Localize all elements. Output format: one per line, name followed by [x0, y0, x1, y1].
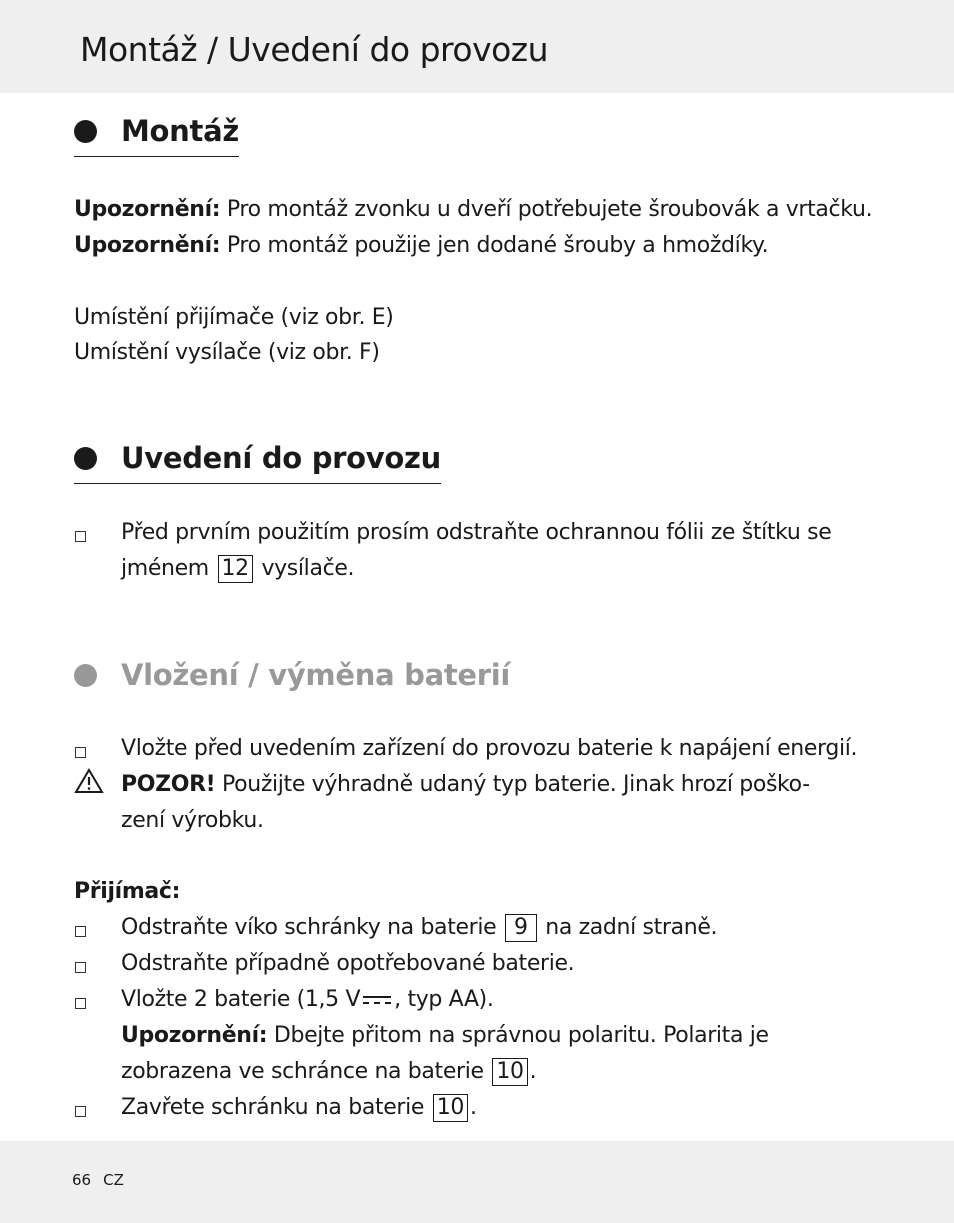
note-text: Pro montáž použije jen dodané šrouby a hmoždíky. — [220, 233, 769, 258]
part-number-ref: 10 — [433, 1094, 468, 1122]
note-line — [74, 228, 768, 264]
dc-current-icon — [362, 994, 392, 1006]
section-baterie — [74, 658, 510, 700]
step-text: Zavřete schránku na baterie 10 . — [121, 1095, 477, 1120]
note-label: Upozornění: — [121, 1023, 268, 1048]
step-text: Vložte před uvedením zařízení do provozu baterie k napájení energií. — [121, 736, 858, 761]
section-title: Uvedení do provozu — [121, 441, 441, 475]
warning-label: POZOR! — [121, 772, 216, 797]
step-text: Odstraňte víko schránky na baterie 9 na zadní straně. — [121, 915, 718, 940]
header-bar — [0, 0, 954, 93]
language-code: CZ — [103, 1171, 124, 1189]
step-text: Odstraňte případně opotřebované baterie. — [121, 951, 575, 976]
footer-bar — [0, 1141, 954, 1223]
subsection-title: Přijímač: — [74, 879, 181, 904]
step-text: Vložte 2 baterie (1,5 V , typ AA). — [121, 987, 494, 1012]
section-bullet-icon — [74, 447, 97, 470]
part-number-ref: 9 — [505, 914, 537, 942]
warning-line: zení výrobku. — [121, 808, 264, 833]
warning-line: POZOR! Použijte výhradně udaný typ baterie. Jinak hrozí poško- — [121, 772, 810, 797]
checkbox-bullet-icon — [75, 926, 86, 937]
checkbox-bullet-icon — [75, 531, 86, 542]
step-text: Před prvním použitím prosím odstraňte ochrannou fólii ze štítku se — [121, 520, 832, 545]
section-bullet-icon — [74, 120, 97, 143]
note-label: Upozornění: — [74, 233, 221, 258]
section-montaz — [74, 114, 239, 157]
transmitter-placement: Umístění vysílače (viz obr. F) — [74, 340, 380, 365]
section-uvedeni — [74, 441, 441, 484]
checkbox-bullet-icon — [75, 962, 86, 973]
warning-icon — [74, 768, 104, 794]
footer — [72, 1171, 136, 1189]
checkbox-bullet-icon — [75, 1106, 86, 1117]
checkbox-bullet-icon — [75, 747, 86, 758]
part-number-ref: 10 — [492, 1058, 527, 1086]
section-title: Montáž — [121, 114, 239, 148]
page-number: 66 — [72, 1171, 92, 1189]
note-line: Upozornění: Dbejte přitom na správnou polaritu. Polarita je — [121, 1023, 769, 1048]
step-text: jménem 12 vysílače. — [121, 556, 355, 581]
note-text: Pro montáž zvonku u dveří potřebujete šroubovák a vrtačku. — [220, 197, 873, 222]
page-title: Montáž / Uvedení do provozu — [80, 30, 549, 69]
part-number-ref: 12 — [218, 555, 253, 583]
section-bullet-icon — [74, 664, 97, 687]
note-line: zobrazena ve schránce na baterie 10 . — [121, 1059, 537, 1084]
checkbox-bullet-icon — [75, 998, 86, 1009]
note-line — [74, 192, 872, 228]
note-label: Upozornění: — [74, 197, 221, 222]
section-title: Vložení / výměna baterií — [121, 658, 511, 692]
receiver-placement: Umístění přijímače (viz obr. E) — [74, 305, 394, 330]
